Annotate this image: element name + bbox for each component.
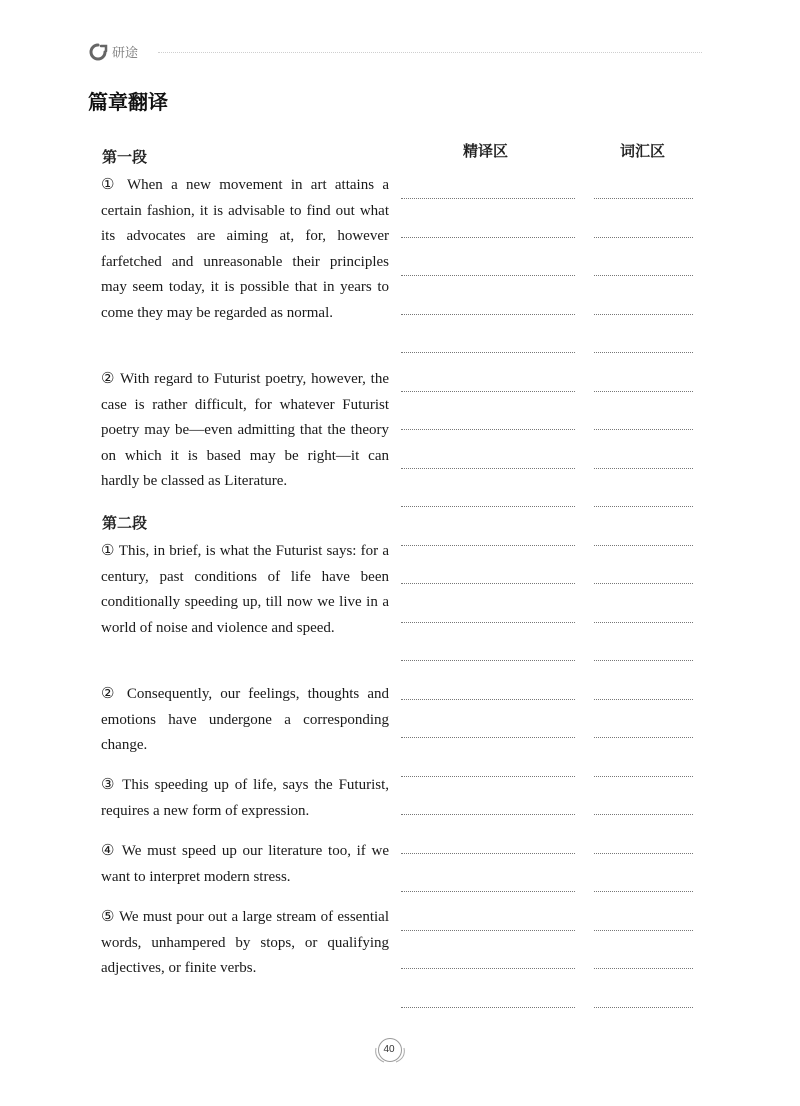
fine-translation-line bbox=[401, 545, 575, 546]
logo-text: 研途 bbox=[112, 46, 139, 61]
sentence-1-1: ① When a new movement in art attains a certain fashion, it is advisable to find out what its advocates are aiming at, for, however farfetched and unreasonable their principles may seem today, it is possible that in years to come they may be regarded as normal. bbox=[101, 177, 389, 321]
column-header-fine-translation: 精译区 bbox=[463, 142, 509, 160]
vocabulary-line bbox=[594, 699, 693, 700]
vocabulary-line bbox=[594, 314, 693, 315]
fine-translation-line bbox=[401, 198, 575, 199]
fine-translation-line bbox=[401, 622, 575, 623]
sentence-2-3: ③ This speeding up of life, says the Futurist, requires a new form of expression. bbox=[101, 777, 389, 819]
fine-translation-line bbox=[401, 583, 575, 584]
fine-translation-line bbox=[401, 699, 575, 700]
header-divider bbox=[158, 52, 702, 53]
fine-translation-line bbox=[401, 930, 575, 931]
fine-translation-line bbox=[401, 429, 575, 430]
vocabulary-line bbox=[594, 891, 693, 892]
logo bbox=[88, 42, 138, 61]
fine-translation-line bbox=[401, 1007, 575, 1008]
sentence-2-1: ① This, in brief, is what the Futurist says: for a century, past conditions of life have been conditionally speeding up, till now we live in a world of noise and violence and speed. bbox=[101, 543, 389, 636]
vocabulary-line bbox=[594, 506, 693, 507]
vocabulary-line bbox=[594, 853, 693, 854]
vocabulary-line bbox=[594, 275, 693, 276]
vocabulary-line bbox=[594, 930, 693, 931]
sentence-1-2: ② With regard to Futurist poetry, however, the case is rather difficult, for whatever Futurist poetry may be—even admitting that the theory on which it is based may be right—it can hardly be classed as Literature. bbox=[101, 371, 389, 489]
page-number-badge bbox=[378, 1038, 404, 1064]
vocabulary-line bbox=[594, 429, 693, 430]
fine-translation-line bbox=[401, 853, 575, 854]
fine-translation-line bbox=[401, 968, 575, 969]
paragraph-heading-1: 第一段 bbox=[102, 148, 148, 166]
fine-translation-line bbox=[401, 506, 575, 507]
vocabulary-line bbox=[594, 391, 693, 392]
sentence-2-4: ④ We must speed up our literature too, if we want to interpret modern stress. bbox=[101, 843, 389, 885]
fine-translation-line bbox=[401, 314, 575, 315]
page-header bbox=[88, 42, 702, 62]
paragraph-heading-2: 第二段 bbox=[102, 514, 148, 532]
vocabulary-line bbox=[594, 468, 693, 469]
vocabulary-line bbox=[594, 660, 693, 661]
vocabulary-line bbox=[594, 776, 693, 777]
vocabulary-line bbox=[594, 352, 693, 353]
page-number: 40 bbox=[383, 1043, 395, 1055]
fine-translation-line bbox=[401, 776, 575, 777]
logo-icon bbox=[88, 43, 108, 61]
fine-translation-line bbox=[401, 237, 575, 238]
vocabulary-line bbox=[594, 198, 693, 199]
fine-translation-line bbox=[401, 891, 575, 892]
fine-translation-line bbox=[401, 352, 575, 353]
fine-translation-line bbox=[401, 391, 575, 392]
vocabulary-line bbox=[594, 1007, 693, 1008]
vocabulary-line bbox=[594, 814, 693, 815]
section-title: 篇章翻译 bbox=[88, 90, 168, 114]
fine-translation-line bbox=[401, 468, 575, 469]
vocabulary-line bbox=[594, 545, 693, 546]
fine-translation-line bbox=[401, 814, 575, 815]
column-header-vocabulary: 词汇区 bbox=[620, 142, 666, 160]
fine-translation-line bbox=[401, 275, 575, 276]
vocabulary-line bbox=[594, 583, 693, 584]
fine-translation-line bbox=[401, 737, 575, 738]
sentence-2-5: ⑤ We must pour out a large stream of essential words, unhampered by stops, or qualifying adjectives, or finite verbs. bbox=[101, 909, 389, 976]
vocabulary-line bbox=[594, 237, 693, 238]
sentence-2-2: ② Consequently, our feelings, thoughts and emotions have undergone a corresponding change. bbox=[101, 686, 389, 753]
vocabulary-line bbox=[594, 968, 693, 969]
vocabulary-line bbox=[594, 622, 693, 623]
vocabulary-line bbox=[594, 737, 693, 738]
fine-translation-line bbox=[401, 660, 575, 661]
